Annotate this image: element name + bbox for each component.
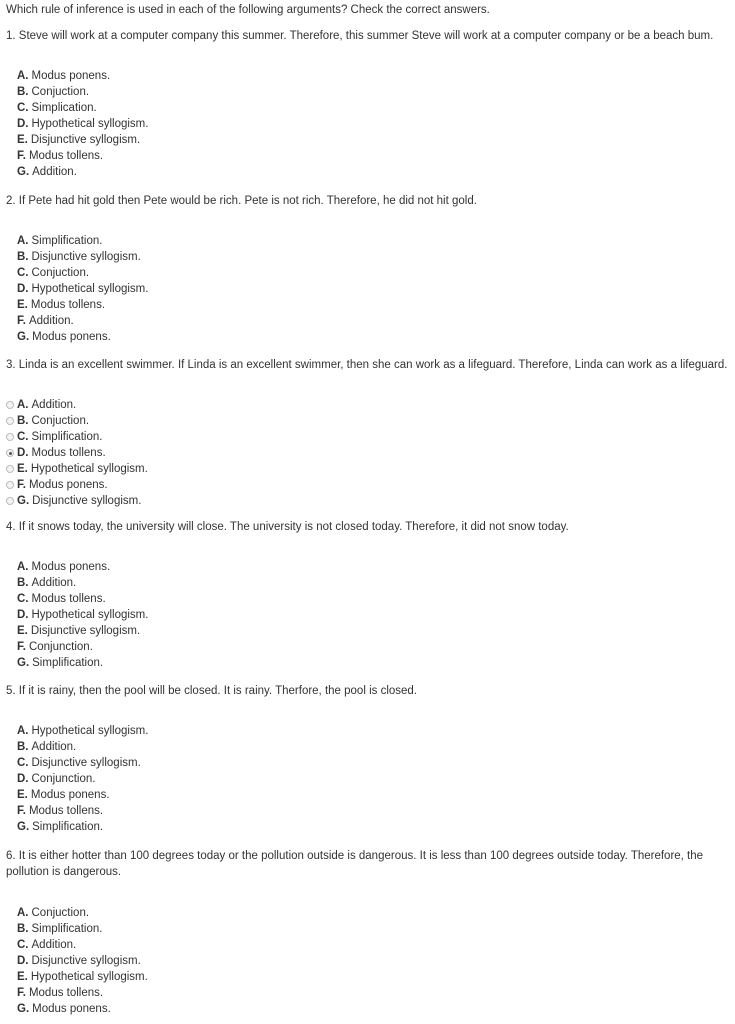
option-letter: A.	[17, 70, 29, 82]
question-text: 3. Linda is an excellent swimmer. If Linda is an excellent swimmer, then she can work as a lifeguard. Therefore, Linda can work as a lifeguard.	[6, 359, 728, 371]
answer-option[interactable]	[17, 148, 728, 164]
option-letter: C.	[17, 431, 29, 443]
answer-option[interactable]	[17, 937, 728, 953]
option-letter: B.	[17, 577, 29, 589]
answer-option[interactable]	[17, 771, 728, 787]
option-label: Modus ponens.	[32, 331, 111, 343]
option-label: Addition.	[32, 166, 77, 178]
question-text: 5. If it is rainy, then the pool will be closed. It is rainy. Therfore, the pool is closed.	[6, 685, 418, 697]
option-letter: G.	[17, 1003, 30, 1015]
option-label: Simplification.	[31, 923, 103, 935]
option-letter: F.	[17, 150, 26, 162]
instructions: Which rule of inference is used in each of the following arguments? Check the correct answers.	[6, 4, 490, 16]
option-letter: D.	[17, 118, 29, 130]
option-letter: C.	[17, 757, 29, 769]
answer-option[interactable]	[17, 787, 728, 803]
option-letter: E.	[17, 971, 28, 983]
option-label: Hypothetical syllogism.	[31, 283, 149, 295]
answer-option[interactable]	[17, 281, 728, 297]
answer-option[interactable]	[17, 249, 728, 265]
option-label: Conjuction.	[31, 86, 90, 98]
option-letter: F.	[17, 479, 26, 491]
option-label: Addition.	[28, 315, 74, 327]
option-letter: B.	[17, 415, 29, 427]
question-6	[6, 848, 728, 1017]
option-label: Simplification.	[31, 235, 103, 247]
answer-options	[17, 397, 728, 509]
option-label: Simplification.	[32, 657, 104, 669]
answer-option[interactable]	[17, 803, 728, 819]
answer-options	[17, 559, 728, 671]
option-label: Modus tollens.	[30, 299, 106, 311]
answer-option[interactable]	[17, 164, 728, 180]
answer-option[interactable]	[17, 739, 728, 755]
option-letter: F.	[17, 315, 26, 327]
question-text: 6. It is either hotter than 100 degrees today or the pollution outside is dangerous. It is less than 100 degrees outside today. Therefore, the pollution is dangerous.	[6, 850, 704, 878]
question-3	[6, 357, 728, 509]
option-letter: C.	[17, 939, 29, 951]
answer-option[interactable]	[17, 116, 728, 132]
answer-option[interactable]	[17, 461, 728, 477]
option-letter: B.	[17, 923, 29, 935]
question-text: 2. If Pete had hit gold then Pete would be rich. Pete is not rich. Therefore, he did not hit gold.	[6, 195, 477, 207]
option-label: Conjuction.	[31, 907, 90, 919]
option-letter: A.	[17, 561, 29, 573]
option-letter: D.	[17, 955, 29, 967]
answer-option[interactable]	[17, 819, 728, 835]
option-letter: G.	[17, 166, 30, 178]
option-label: Addition.	[31, 399, 77, 411]
option-letter: G.	[17, 495, 30, 507]
answer-option[interactable]	[17, 132, 728, 148]
option-label: Hypothetical syllogism.	[31, 725, 149, 737]
answer-option[interactable]	[17, 953, 728, 969]
answer-option[interactable]	[17, 969, 728, 985]
option-letter: C.	[17, 267, 29, 279]
option-label: Addition.	[31, 577, 77, 589]
option-label: Modus ponens.	[31, 561, 111, 573]
answer-option[interactable]	[17, 265, 728, 281]
option-label: Modus tollens.	[28, 987, 104, 999]
question-text: 1. Steve will work at a computer company this summer. Therefore, this summer Steve will work at a computer company or be a beach bum.	[6, 30, 714, 42]
option-label: Disjunctive syllogism.	[32, 495, 142, 507]
option-letter: D.	[17, 447, 29, 459]
radio-icon[interactable]	[6, 465, 14, 473]
question-4	[6, 519, 728, 671]
answer-option[interactable]	[17, 921, 728, 937]
option-label: Modus ponens.	[32, 1003, 111, 1015]
option-label: Disjunctive syllogism.	[31, 251, 141, 263]
answer-option[interactable]	[17, 575, 728, 591]
option-letter: E.	[17, 625, 28, 637]
option-label: Disjunctive syllogism.	[31, 757, 141, 769]
question-5	[6, 683, 728, 835]
option-label: Hypothetical syllogism.	[31, 609, 149, 621]
option-label: Modus ponens.	[31, 70, 111, 82]
option-letter: C.	[17, 102, 29, 114]
option-label: Conjuction.	[31, 415, 90, 427]
answer-option[interactable]	[17, 559, 728, 575]
option-label: Modus ponens.	[28, 479, 108, 491]
option-letter: C.	[17, 593, 29, 605]
option-label: Addition.	[31, 741, 77, 753]
answer-option[interactable]	[17, 100, 728, 116]
answer-option[interactable]	[17, 655, 728, 671]
radio-icon[interactable]	[6, 401, 14, 409]
option-label: Conjuction.	[31, 267, 90, 279]
option-letter: B.	[17, 251, 29, 263]
answer-option[interactable]	[17, 607, 728, 623]
answer-options	[17, 905, 728, 1017]
option-letter: D.	[17, 283, 29, 295]
option-letter: G.	[17, 821, 30, 833]
option-label: Modus tollens.	[31, 593, 106, 605]
answer-option[interactable]	[17, 445, 728, 461]
question-text: 4. If it snows today, the university will close. The university is not closed today. Therefore, it did not snow today.	[6, 521, 569, 533]
answer-options	[17, 233, 728, 345]
answer-option[interactable]	[17, 723, 728, 739]
option-label: Simplification.	[32, 821, 104, 833]
option-letter: A.	[17, 235, 29, 247]
radio-icon[interactable]	[6, 481, 14, 489]
option-label: Conjunction.	[31, 773, 96, 785]
option-letter: E.	[17, 299, 28, 311]
answer-options	[17, 68, 728, 180]
option-letter: E.	[17, 789, 28, 801]
option-letter: G.	[17, 331, 30, 343]
option-letter: B.	[17, 741, 29, 753]
option-label: Hypothetical syllogism.	[31, 118, 149, 130]
answer-option[interactable]	[17, 429, 728, 445]
option-label: Disjunctive syllogism.	[30, 625, 141, 637]
answer-option[interactable]	[17, 639, 728, 655]
answer-option[interactable]	[17, 477, 728, 493]
answer-option[interactable]	[17, 623, 728, 639]
option-label: Simplication.	[31, 102, 97, 114]
answer-option[interactable]	[17, 755, 728, 771]
answer-option[interactable]	[17, 493, 728, 509]
question-2	[6, 193, 728, 345]
answer-option[interactable]	[17, 233, 728, 249]
option-label: Disjunctive syllogism.	[30, 134, 141, 146]
radio-icon[interactable]	[6, 433, 14, 441]
answer-option[interactable]	[17, 297, 728, 313]
option-letter: E.	[17, 463, 28, 475]
answer-option[interactable]	[17, 68, 728, 84]
option-label: Disjunctive syllogism.	[31, 955, 141, 967]
option-letter: B.	[17, 86, 29, 98]
question-1	[6, 28, 728, 180]
option-label: Modus tollens.	[28, 150, 104, 162]
radio-icon[interactable]	[6, 417, 14, 425]
answer-option[interactable]	[17, 84, 728, 100]
answer-option[interactable]	[17, 329, 728, 345]
option-letter: A.	[17, 725, 29, 737]
radio-icon[interactable]	[6, 497, 14, 505]
answer-option[interactable]	[17, 985, 728, 1001]
option-letter: D.	[17, 609, 29, 621]
option-letter: F.	[17, 987, 26, 999]
answer-options	[17, 723, 728, 835]
option-label: Hypothetical syllogism.	[30, 971, 148, 983]
option-label: Modus tollens.	[28, 805, 104, 817]
option-letter: A.	[17, 399, 29, 411]
option-label: Simplification.	[31, 431, 103, 443]
answer-option[interactable]	[17, 397, 728, 413]
option-label: Conjunction.	[28, 641, 93, 653]
option-letter: F.	[17, 641, 26, 653]
answer-option[interactable]	[17, 905, 728, 921]
radio-selected-icon[interactable]	[6, 449, 14, 457]
option-letter: F.	[17, 805, 26, 817]
option-letter: E.	[17, 134, 28, 146]
option-label: Modus tollens.	[31, 447, 106, 459]
answer-option[interactable]	[17, 313, 728, 329]
option-letter: A.	[17, 907, 29, 919]
answer-option[interactable]	[17, 1001, 728, 1017]
answer-option[interactable]	[17, 413, 728, 429]
option-label: Modus ponens.	[30, 789, 110, 801]
answer-option[interactable]	[17, 591, 728, 607]
option-letter: D.	[17, 773, 29, 785]
option-label: Hypothetical syllogism.	[30, 463, 148, 475]
option-letter: G.	[17, 657, 30, 669]
option-label: Addition.	[31, 939, 77, 951]
